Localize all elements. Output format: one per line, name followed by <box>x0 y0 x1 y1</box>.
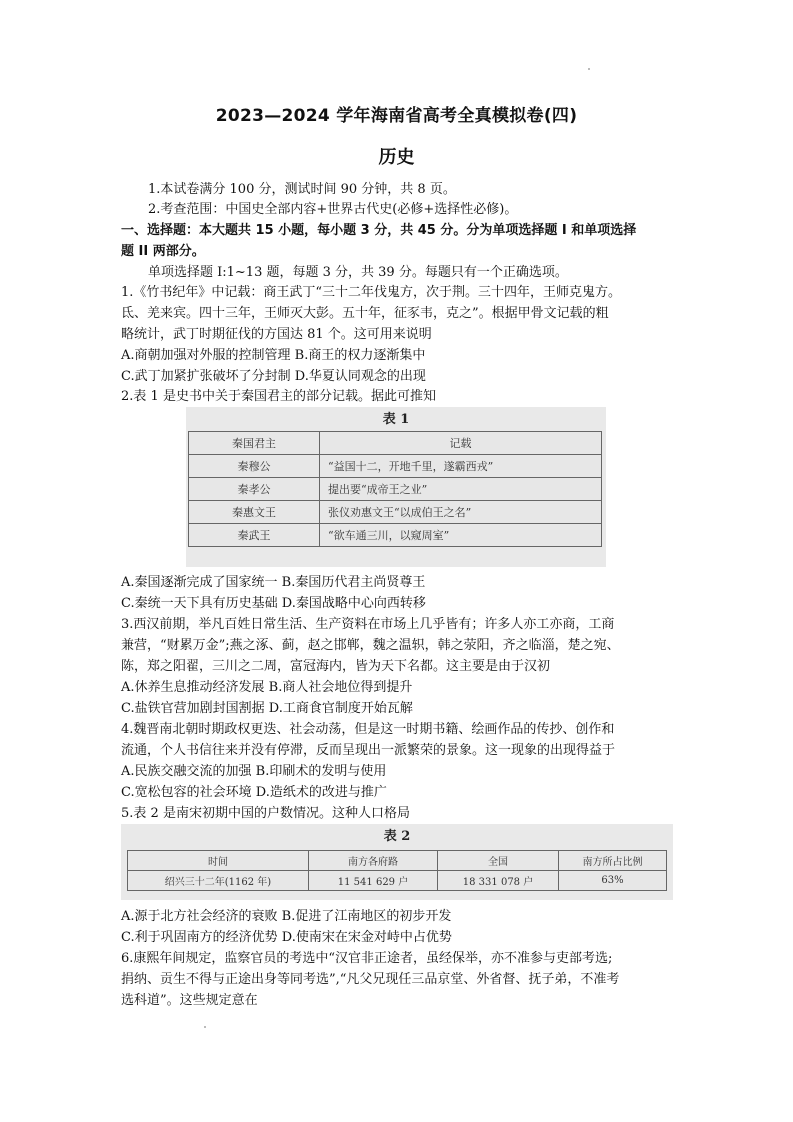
q5-options-cd: C.利于巩固南方的经济优势 D.使南宋在宋金对峙中占优势 <box>121 930 452 945</box>
q1-stem-line-1: 1.《竹书纪年》中记载：商王武丁“三十二年伐鬼方，次于荆。三十四年，王师克鬼方。 <box>121 285 622 300</box>
subject-title: 历史 <box>378 147 415 168</box>
table-row <box>189 478 602 501</box>
table-cell: 绍兴三十二年(1162 年) <box>128 871 309 891</box>
section-intro: 单项选择题 I:1~13 题，每题 3 分，共 39 分。每题只有一个正确选项。 <box>148 265 568 280</box>
q3-options-cd: C.盐铁官营加剧封国割据 D.工商食官制度开始瓦解 <box>121 701 413 716</box>
table-row <box>189 524 602 547</box>
q4-stem-line-1: 4.魏晋南北朝时期政权更迭、社会动荡，但是这一时期书籍、绘画作品的传抄、创作和 <box>121 722 615 737</box>
table-2-header: 南方各府路 <box>309 851 438 871</box>
q4-options-ab: A.民族交融交流的加强 B.印刷术的发明与使用 <box>121 764 387 779</box>
table-cell: 秦惠文王 <box>189 501 320 524</box>
q5-stem: 5.表 2 是南宋初期中国的户数情况。这种人口格局 <box>121 806 410 821</box>
table-1-grid <box>188 431 602 547</box>
table-1-header-row <box>189 432 602 455</box>
q3-stem-line-3: 陈，郑之阳翟，三川之二周，富冠海内，皆为天下名都。这主要是由于汉初 <box>121 659 551 674</box>
table-2-header-row <box>128 851 667 871</box>
q1-stem-line-3: 略统计，武丁时期征伐的方国达 81 个。这可用来说明 <box>121 327 432 342</box>
table-2-header: 全国 <box>438 851 559 871</box>
table-row <box>189 455 602 478</box>
q1-stem-line-2: 氐、羌来宾。四十三年，王师灭大彭。五十年，征豕韦，克之”。根据甲骨文记载的粗 <box>121 306 609 321</box>
section-heading-line-2: 题 II 两部分。 <box>121 244 205 259</box>
table-1-header: 秦国君主 <box>189 432 320 455</box>
q3-stem-line-2: 兼营，“财累万金”;燕之涿、蓟，赵之邯郸，魏之温轵，韩之荥阳，齐之临淄，楚之宛、 <box>121 638 620 653</box>
scan-speck <box>588 68 590 70</box>
q6-stem-line-2: 捐纳、贡生不得与正途出身等同考选”,“凡父兄现任三品京堂、外省督、抚子弟，不准考 <box>121 972 620 987</box>
table-2-header: 时间 <box>128 851 309 871</box>
table-1-caption: 表 1 <box>382 412 410 427</box>
note-1: 1.本试卷满分 100 分，测试时间 90 分钟，共 8 页。 <box>148 182 456 197</box>
q2-stem: 2.表 1 是史书中关于秦国君主的部分记载。据此可推知 <box>121 389 436 404</box>
table-cell: 11 541 629 户 <box>309 871 438 891</box>
scan-speck <box>204 1026 206 1028</box>
q2-options-cd: C.秦统一天下具有历史基础 D.秦国战略中心向西转移 <box>121 596 426 611</box>
q4-options-cd: C.宽松包容的社会环境 D.造纸术的改进与推广 <box>121 785 387 800</box>
q2-options-ab: A.秦国逐渐完成了国家统一 B.秦国历代君主尚贤尊王 <box>121 575 426 590</box>
q1-options-ab: A.商朝加强对外服的控制管理 B.商王的权力逐渐集中 <box>121 348 426 363</box>
note-2: 2.考查范围：中国史全部内容+世界古代史(必修+选择性必修)。 <box>148 202 518 217</box>
table-2 <box>121 824 673 900</box>
table-cell: 张仪劝惠文王“以成伯王之名” <box>320 501 602 524</box>
table-2-grid <box>127 850 667 891</box>
table-cell: “欲车通三川，以窥周室” <box>320 524 602 547</box>
q4-stem-line-2: 流通，个人书信往来并没有停滞，反而呈现出一派繁荣的景象。这一现象的出现得益于 <box>121 743 616 758</box>
q6-stem-line-1: 6.康熙年间规定，监察官员的考选中“汉官非正途者，虽经保举，亦不准参与吏部考选; <box>121 951 613 966</box>
table-row <box>189 501 602 524</box>
table-2-caption: 表 2 <box>383 829 411 844</box>
exam-title: 2023—2024 学年海南省高考全真模拟卷(四) <box>215 106 578 126</box>
table-row <box>128 871 667 891</box>
q1-options-cd: C.武丁加紧扩张破坏了分封制 D.华夏认同观念的出现 <box>121 369 426 384</box>
table-cell: “益国十二，开地千里，遂霸西戎” <box>320 455 602 478</box>
section-heading-line-1: 一、选择题：本大题共 15 小题，每小题 3 分，共 45 分。分为单项选择题 I 和单项选择 <box>121 223 637 238</box>
table-cell: 18 331 078 户 <box>438 871 559 891</box>
table-cell: 秦孝公 <box>189 478 320 501</box>
table-cell: 63% <box>559 871 667 891</box>
table-cell: 秦武王 <box>189 524 320 547</box>
table-1 <box>186 407 606 567</box>
table-cell: 秦穆公 <box>189 455 320 478</box>
q5-options-ab: A.源于北方社会经济的衰败 B.促进了江南地区的初步开发 <box>121 909 452 924</box>
table-cell: 提出要“成帝王之业” <box>320 478 602 501</box>
q6-stem-line-3: 选科道”。这些规定意在 <box>121 993 258 1008</box>
table-2-header: 南方所占比例 <box>559 851 667 871</box>
q3-options-ab: A.休养生息推动经济发展 B.商人社会地位得到提升 <box>121 680 413 695</box>
table-1-header: 记载 <box>320 432 602 455</box>
q3-stem-line-1: 3.西汉前期，举凡百姓日常生活、生产资料在市场上几乎皆有；许多人亦工亦商，工商 <box>121 617 615 632</box>
